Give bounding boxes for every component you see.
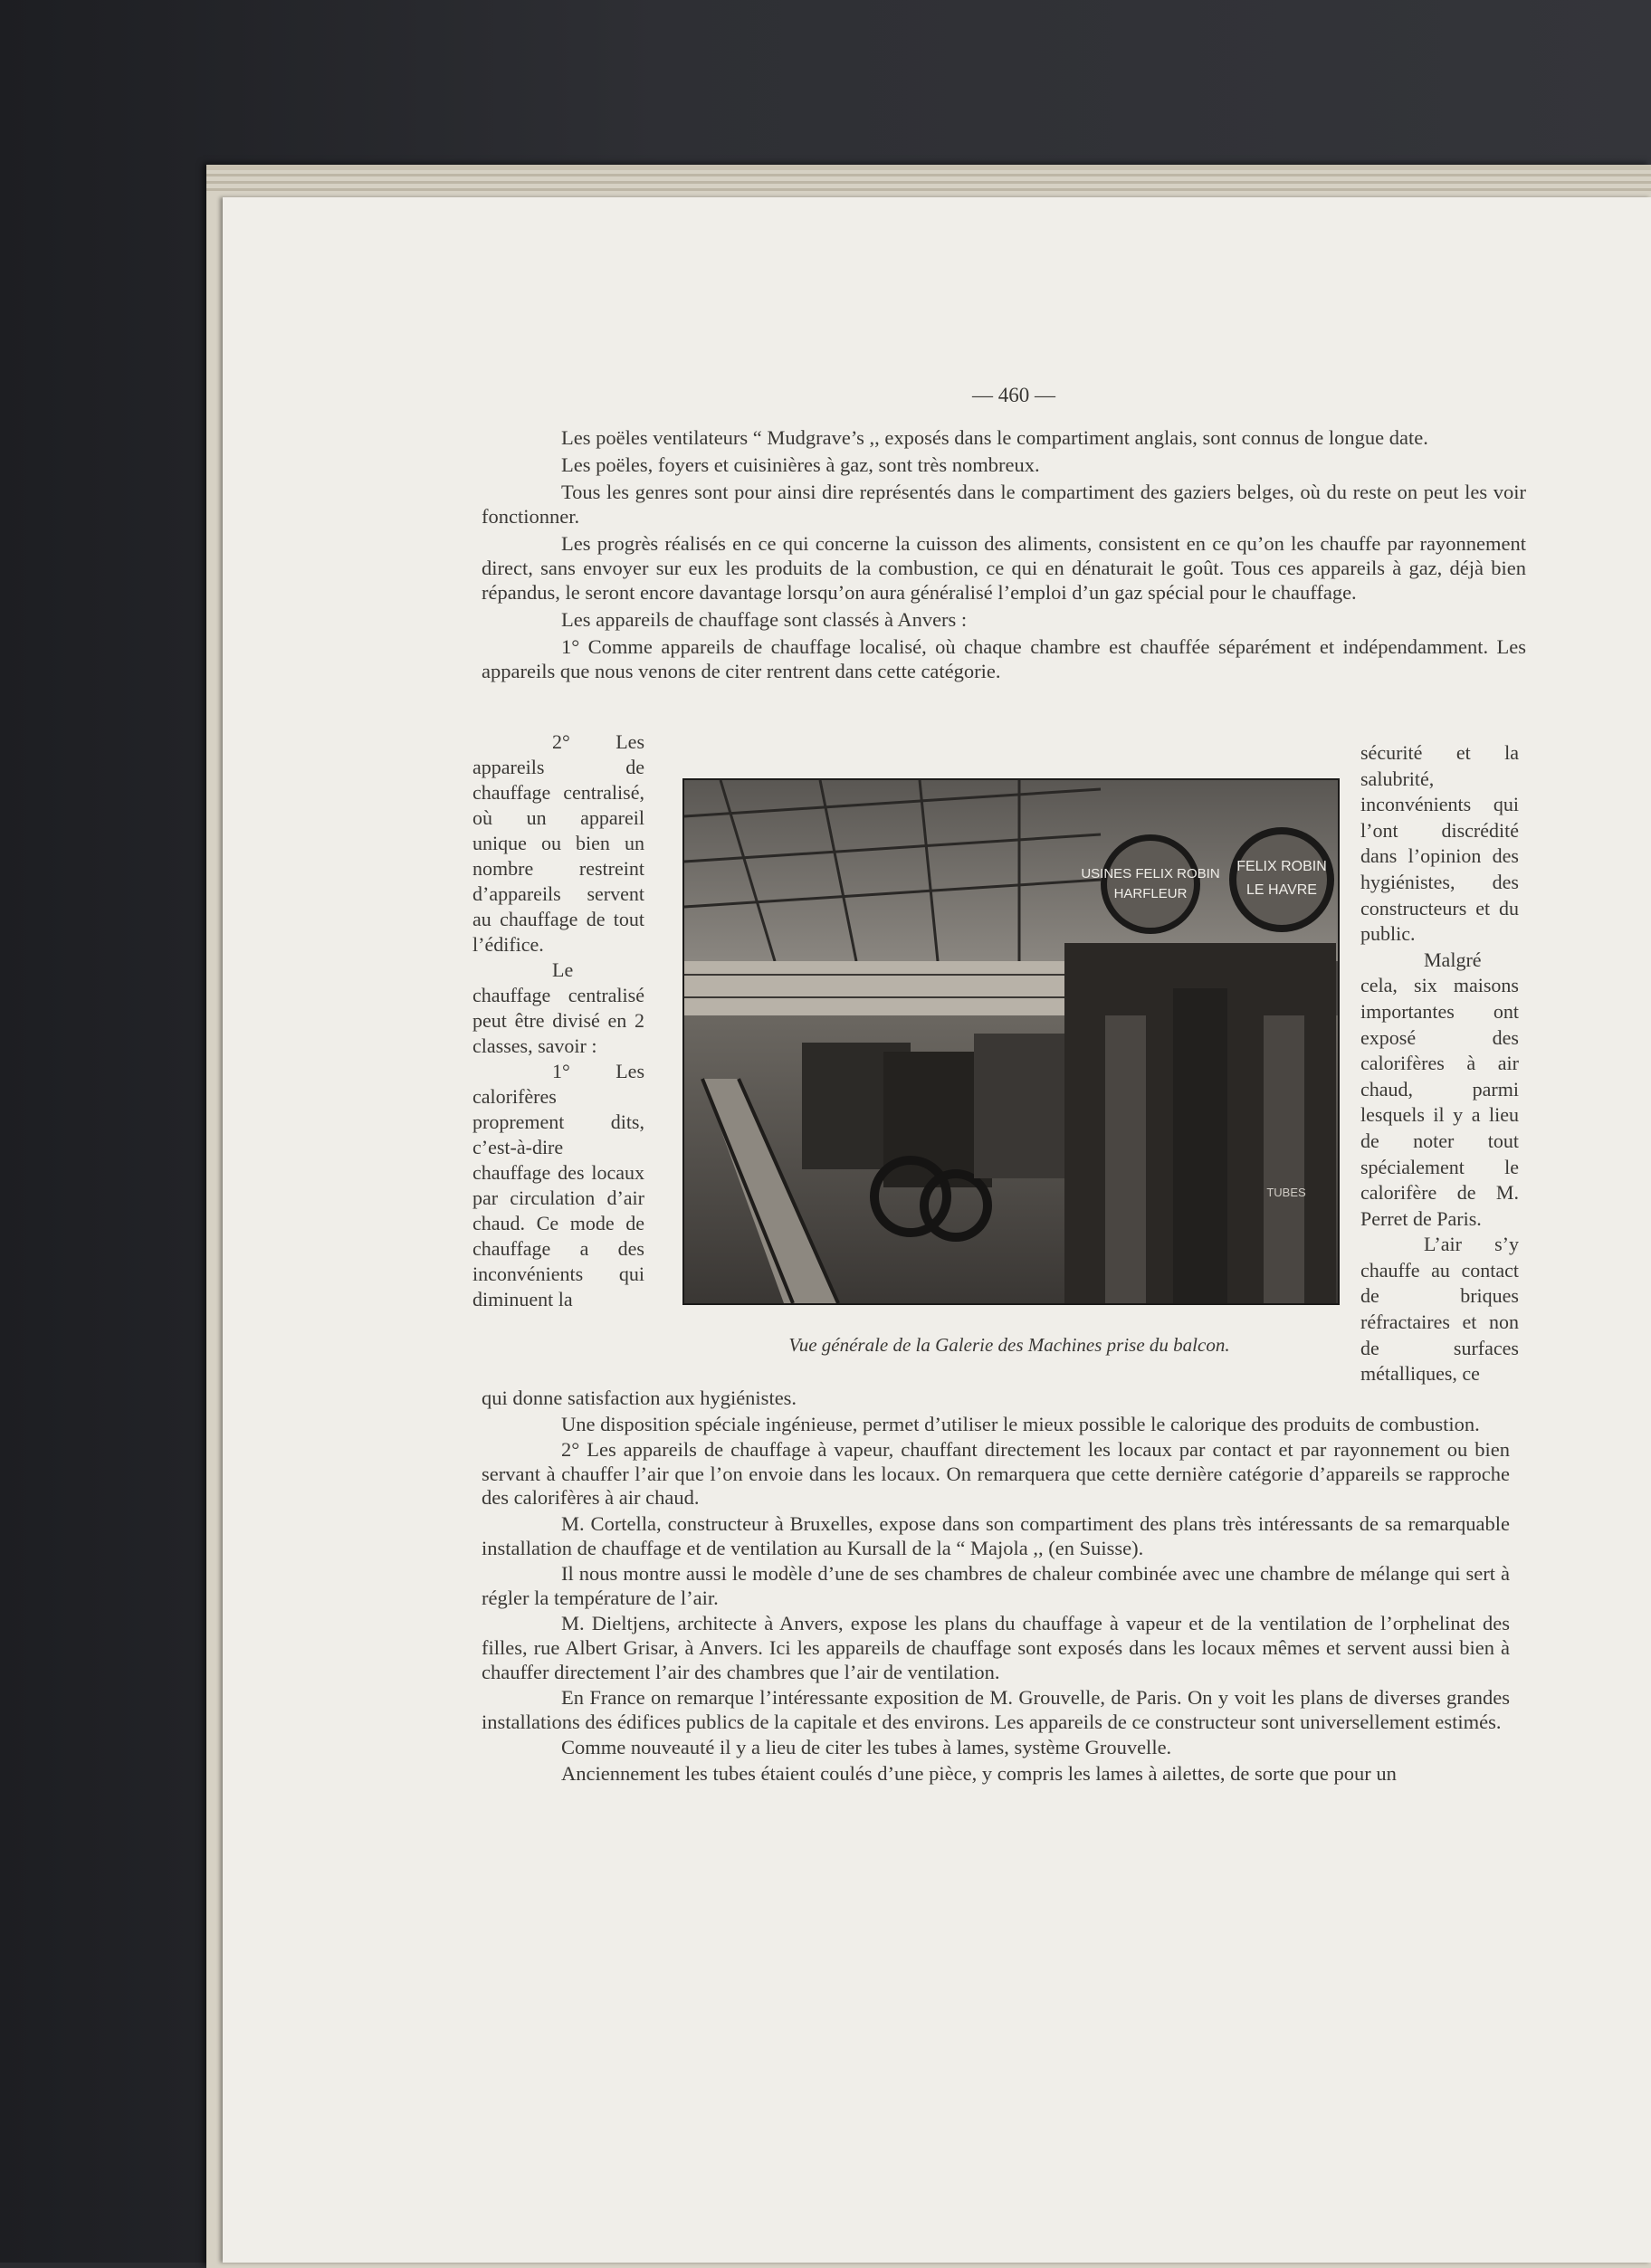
paragraph: Malgré cela, six maisons importantes ont exposé des calorifères à air chaud, parmi lesquels il y a lieu de noter tout spécialement le calorifère de M. Perret de Paris. [1360, 948, 1519, 1230]
paragraph: Les poëles, foyers et cuisinières à gaz, sont très nombreux. [561, 453, 1040, 476]
paragraph: Les poëles ventilateurs “ Mudgrave’s ,, exposés dans le compartiment anglais, sont connus de longue date. [561, 426, 1428, 449]
paragraph: Une disposition spéciale ingénieuse, permet d’utiliser le mieux possible le calorique des produits de combustion. [561, 1412, 1480, 1435]
page-number: — 460 — [972, 384, 1055, 406]
paragraph: 2° Les appareils de chauffage centralisé, où un appareil unique ou bien un nombre restreint d’appareils servent au chauffage de tout l’édifice. [472, 730, 644, 956]
bottom-text-block [482, 1387, 1510, 1788]
photo-caption: Vue générale de la Galerie des Machines prise du balcon. [788, 1334, 1230, 1356]
sign-left-line1: USINES FELIX ROBIN [1081, 866, 1220, 881]
sign-right-line2: LE HAVRE [1246, 882, 1317, 898]
paragraph: Les progrès réalisés en ce qui concerne la cuisson des aliments, consistent en ce qu’on les chauffe par rayonnement direct, sans envoyer sur eux les produits de la combustion, ce qui en dénaturait le goût. Tous ces appareils à gaz, déjà bien répandus, le seront encore davantage lorsqu’on aura généralisé l’emploi d’un gaz spécial pour le chauffage. [482, 532, 1526, 604]
left-column-text [472, 729, 644, 1312]
paragraph: 2° Les appareils de chauffage à vapeur, chauffant directement les locaux par contact et par rayonnement ou bien servant à chauffer l’air que l’on envoie dans les locaux. On remarquera que cette dernière catégorie d’appareils se rapproche des calorifères à air chaud. [482, 1438, 1510, 1510]
paragraph: En France on remarque l’intéressante exposition de M. Grouvelle, de Paris. On y voit les plans de diverses grandes installations des édifices publics de la capitale et des environs. Les appareils de ce constructeur sont universellement estimés. [482, 1686, 1510, 1733]
paragraph: Le chauffage centralisé peut être divisé en 2 classes, savoir : [472, 958, 644, 1057]
paragraph: M. Cortella, constructeur à Bruxelles, expose dans son compartiment des plans très intéressants de sa remarquable installation de chauffage et de ventilation au Kursall de la “ Majola ,, (en Suisse). [482, 1511, 1510, 1559]
paragraph: qui donne satisfaction aux hygiénistes. [482, 1387, 797, 1409]
paragraph: M. Dieltjens, architecte à Anvers, expose les plans du chauffage à vapeur et de la ventilation de l’orphelinat des filles, rue Albert Grisar, à Anvers. Ici les appareils de chauffage sont exposés dans les locaux mêmes et servent aussi bien à chauffer directement l’air des chambres que l’air de ventilation. [482, 1612, 1510, 1683]
paragraph: 1° Comme appareils de chauffage localisé, où chaque chambre est chauffée séparément et indépendamment. Les appareils que nous venons de citer rentrent dans cette catégorie. [482, 635, 1526, 682]
paragraph: Comme nouveauté il y a lieu de citer les tubes à lames, système Grouvelle. [561, 1736, 1172, 1759]
sign-left-line2: HARFLEUR [1113, 886, 1188, 901]
paragraph: Les appareils de chauffage sont classés à Anvers : [561, 608, 968, 631]
paragraph: sécurité et la salubrité, inconvénients qui l’ont discrédité dans l’opinion des hygiénistes, des constructeurs et du public. [1360, 741, 1519, 946]
paragraph: Anciennement les tubes étaient coulés d’une pièce, y compris les lames à ailettes, de sorte que pour un [561, 1761, 1397, 1785]
paragraph: 1° Les calorifères proprement dits, c’est-à-dire chauffage des locaux par circulation d’air chaud. Ce mode de chauffage a des inconvénients qui diminuent la [472, 1060, 644, 1310]
paragraph: Il nous montre aussi le modèle d’une de ses chambres de chaleur combinée avec une chambre de mélange qui sert à régler la température de l’air. [482, 1562, 1510, 1609]
paragraph: Tous les genres sont pour ainsi dire représentés dans le compartiment des gaziers belges, où du reste on peut les voir fonctionner. [482, 481, 1526, 528]
paragraph: L’air s’y chauffe au contact de briques réfractaires et non de surfaces métalliques, ce [1360, 1233, 1519, 1386]
sign-right-line1: FELIX ROBIN [1236, 859, 1327, 874]
right-column-text [1360, 740, 1519, 1387]
machine-gallery-photo [682, 778, 1340, 1305]
pillar-label: TUBES [1266, 1186, 1306, 1199]
top-text-block [482, 425, 1526, 686]
